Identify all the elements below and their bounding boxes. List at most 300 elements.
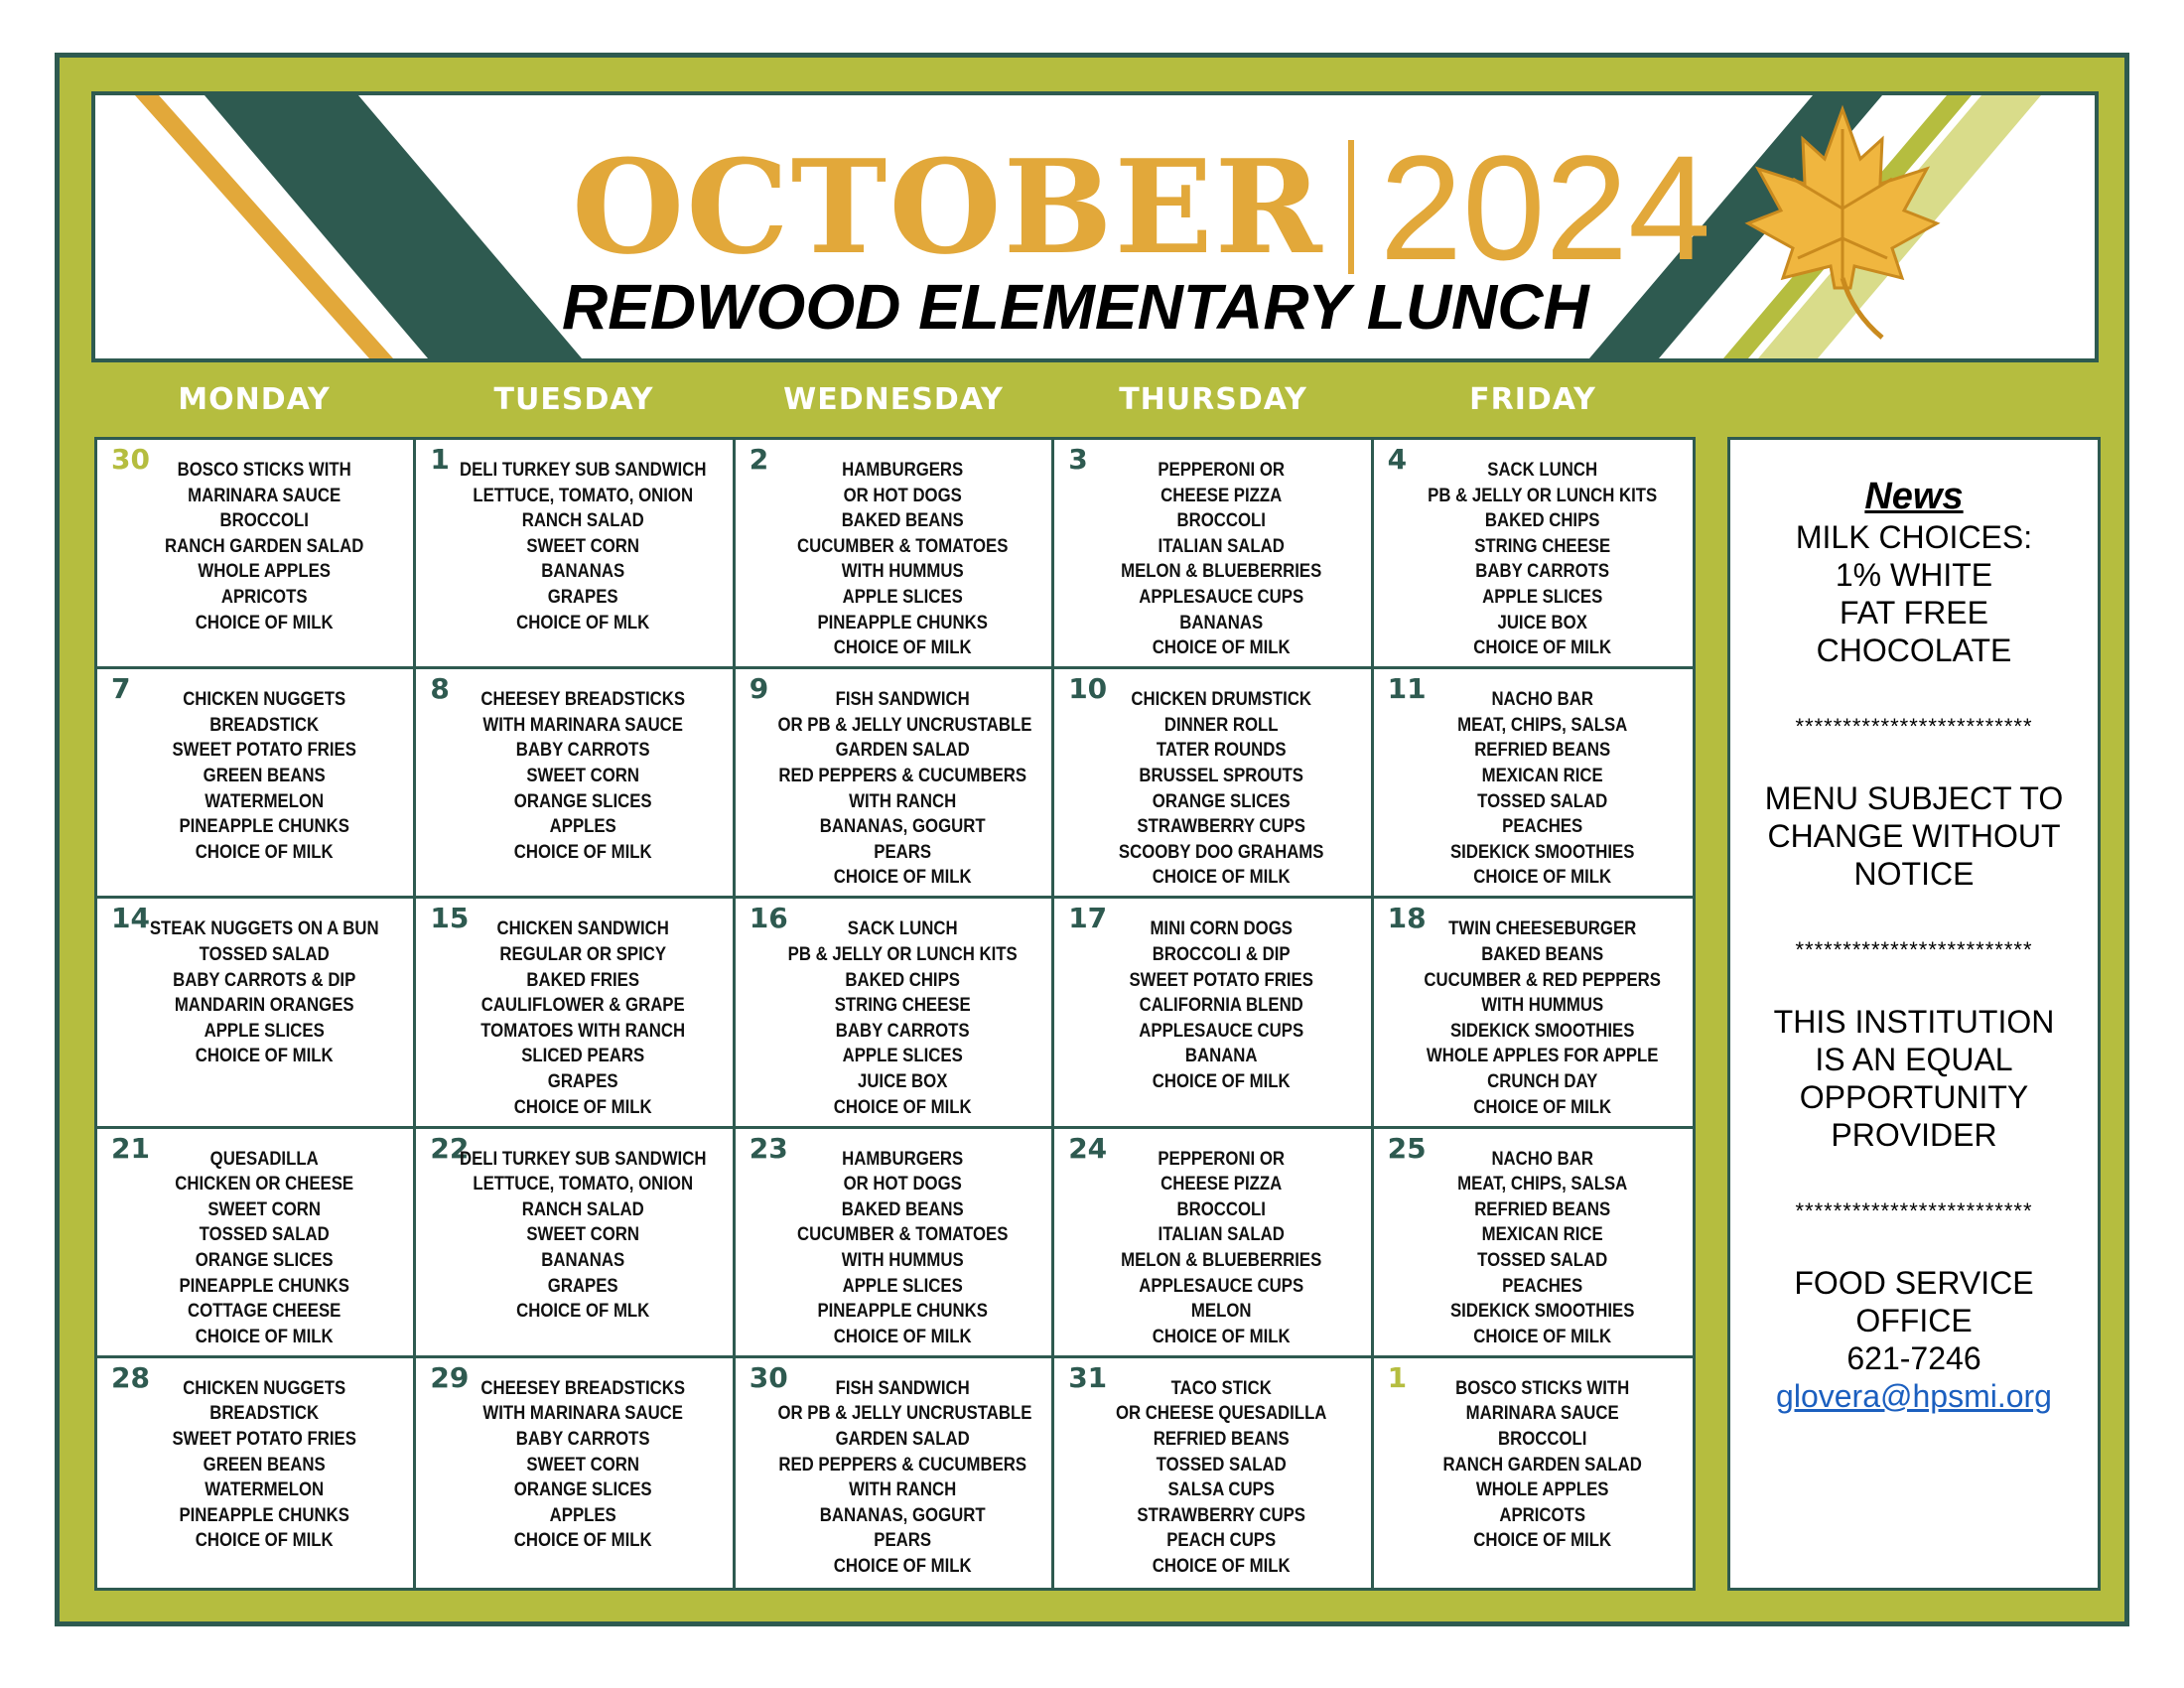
menu-item: CHOICE OF MLK	[516, 611, 650, 633]
menu-item: BOSCO STICKS WITH	[177, 459, 351, 481]
menu-item: CHOICE OF MILK	[1152, 866, 1291, 889]
menu-item: ORANGE SLICES	[514, 789, 653, 812]
menu-item: PEPPERONI OR	[1158, 1147, 1286, 1170]
menu-item: CHOICE OF MILK	[833, 1325, 972, 1347]
menu-item: WATERMELON	[205, 789, 325, 812]
menu-item: CHOICE OF MILK	[1472, 866, 1611, 889]
menu-item: SACK LUNCH	[1486, 459, 1597, 481]
news-line: CHOCOLATE	[1816, 633, 2012, 668]
menu-item: WATERMELON	[205, 1478, 325, 1501]
news-line: CHANGE WITHOUT	[1767, 818, 2061, 854]
menu-item: APPLE SLICES	[842, 1274, 963, 1297]
news-line: FAT FREE	[1840, 595, 1988, 631]
menu-item: TATER ROUNDS	[1157, 739, 1287, 762]
news-line: IS AN EQUAL	[1815, 1042, 2013, 1077]
menu-items	[1396, 458, 1689, 661]
calendar-grid	[94, 437, 1696, 1591]
menu-item: PEARS	[874, 840, 931, 863]
menu-item: WITH RANCH	[848, 1478, 957, 1501]
day-cell	[97, 440, 416, 669]
menu-item: CHOICE OF MILK	[833, 1554, 972, 1577]
menu-items	[1076, 458, 1366, 661]
menu-item: CHEESEY BREADSTICKS	[480, 1376, 686, 1399]
menu-item: BAKED BEANS	[841, 1197, 964, 1220]
menu-item: ITALIAN SALAD	[1158, 534, 1286, 557]
menu-item: BAKED BEANS	[841, 509, 964, 532]
menu-item: WITH HUMMUS	[1480, 994, 1603, 1017]
phone-number: 621-7246	[1846, 1340, 1981, 1376]
menu-item: NACHO BAR	[1491, 1147, 1593, 1170]
menu-item: LETTUCE, TOMATO, ONION	[473, 484, 694, 506]
menu-items	[1396, 687, 1689, 891]
menu-item: PB & JELLY OR LUNCH KITS	[787, 942, 1018, 965]
menu-item: MEXICAN RICE	[1481, 1223, 1603, 1246]
menu-items	[438, 1376, 728, 1554]
menu-item: FISH SANDWICH	[835, 688, 970, 711]
menu-item: GRAPES	[548, 1274, 619, 1297]
day-number: 16	[749, 902, 788, 935]
day-number: 29	[430, 1360, 470, 1394]
menu-items	[757, 1147, 1047, 1350]
day-cell	[416, 899, 735, 1128]
menu-item: APPLESAUCE CUPS	[1139, 1019, 1304, 1042]
menu-item: PINEAPPLE CHUNKS	[817, 1300, 988, 1323]
email-link[interactable]: glovera@hpsmi.org	[1776, 1378, 2052, 1414]
menu-item: BANANAS	[541, 560, 625, 583]
menu-item: CHOICE OF MILK	[1472, 1529, 1611, 1552]
menu-item: HAMBURGERS	[841, 1147, 964, 1170]
menu-item: SWEET CORN	[526, 764, 640, 786]
menu-item: BROCCOLI	[1176, 509, 1267, 532]
menu-item: MARINARA SAUCE	[1465, 1402, 1619, 1425]
menu-item: BABY CARROTS	[516, 739, 650, 762]
menu-item: REFRIED BEANS	[1153, 1427, 1290, 1450]
menu-item: CHOICE OF MILK	[833, 636, 972, 659]
menu-item: PEPPERONI OR	[1158, 459, 1286, 481]
news-title: News	[1864, 476, 1964, 517]
menu-item: CHOICE OF MILK	[195, 1325, 334, 1347]
menu-item: CHICKEN OR CHEESE	[175, 1173, 354, 1196]
day-number: 15	[430, 902, 470, 935]
menu-item: RANCH SALAD	[522, 1197, 645, 1220]
menu-item: WITH RANCH	[848, 789, 957, 812]
menu-item: SIDEKICK SMOOTHIES	[1449, 1019, 1635, 1042]
calendar-header	[91, 91, 2099, 362]
day-number: 4	[1387, 443, 1408, 476]
menu-item: CHOICE OF MILK	[1152, 1069, 1291, 1092]
menu-item: BAKED CHIPS	[1484, 509, 1600, 532]
day-cell	[1374, 1129, 1693, 1358]
menu-item: BROCCOLI	[1497, 1427, 1587, 1450]
menu-item: CHICKEN SANDWICH	[496, 917, 670, 940]
day-number: 31	[1068, 1360, 1108, 1394]
day-cell	[97, 899, 416, 1128]
day-number: 25	[1387, 1131, 1427, 1165]
menu-item: DINNER ROLL	[1164, 713, 1279, 736]
menu-item: OR HOT DOGS	[843, 1173, 962, 1196]
menu-item: BANANAS	[1179, 611, 1264, 633]
menu-items	[119, 458, 409, 635]
menu-item: ORANGE SLICES	[1152, 789, 1291, 812]
menu-item: ORANGE SLICES	[195, 1248, 334, 1271]
menu-item: WITH MARINARA SAUCE	[482, 713, 684, 736]
day-number: 9	[749, 672, 769, 706]
news-line: THIS INSTITUTION	[1773, 1004, 2055, 1040]
news-line: OFFICE	[1855, 1303, 1973, 1338]
menu-item: SIDEKICK SMOOTHIES	[1449, 840, 1635, 863]
menu-item: MEAT, CHIPS, SALSA	[1456, 713, 1627, 736]
menu-items	[119, 1376, 409, 1554]
menu-item: MELON & BLUEBERRIES	[1121, 1248, 1322, 1271]
menu-items	[1076, 1376, 1366, 1580]
menu-item: TOSSED SALAD	[1476, 1248, 1607, 1271]
menu-item: CHOICE OF MILK	[195, 840, 334, 863]
menu-item: BOSCO STICKS WITH	[1454, 1376, 1629, 1399]
menu-items	[1396, 1376, 1689, 1554]
day-number: 30	[111, 443, 150, 476]
menu-item: CHICKEN NUGGETS	[183, 1376, 346, 1399]
menu-item: CUCUMBER & TOMATOES	[796, 1223, 1009, 1246]
day-cell	[416, 1358, 735, 1588]
menu-item: CRUNCH DAY	[1486, 1069, 1597, 1092]
news-line: OPPORTUNITY	[1799, 1079, 2029, 1115]
weekday-headers	[94, 382, 1693, 422]
menu-item: APPLESAUCE CUPS	[1139, 585, 1304, 608]
menu-item: APPLES	[550, 1503, 617, 1526]
menu-item: OR PB & JELLY UNCRUSTABLE	[777, 713, 1032, 736]
menu-item: JUICE BOX	[857, 1069, 948, 1092]
day-cell	[416, 440, 735, 669]
news-line: PROVIDER	[1831, 1117, 1997, 1153]
menu-item: TACO STICK	[1170, 1376, 1273, 1399]
menu-item: OR PB & JELLY UNCRUSTABLE	[777, 1402, 1032, 1425]
menu-item: ITALIAN SALAD	[1158, 1223, 1286, 1246]
menu-item: RANCH SALAD	[522, 509, 645, 532]
menu-item: RANCH GARDEN SALAD	[1442, 1453, 1642, 1476]
day-cell	[416, 669, 735, 899]
menu-items	[1396, 916, 1689, 1120]
day-cell	[97, 669, 416, 899]
menu-item: CAULIFLOWER & GRAPE	[481, 994, 686, 1017]
menu-item: CHOICE OF MILK	[514, 1095, 652, 1118]
maple-leaf-icon	[1743, 99, 1942, 348]
menu-item: STRAWBERRY CUPS	[1137, 1503, 1306, 1526]
menu-item: LETTUCE, TOMATO, ONION	[473, 1173, 694, 1196]
menu-item: CHOICE OF MILK	[1152, 1554, 1291, 1577]
menu-item: SWEET CORN	[526, 534, 640, 557]
menu-item: PB & JELLY OR LUNCH KITS	[1427, 484, 1657, 506]
menu-item: PINEAPPLE CHUNKS	[179, 815, 349, 838]
menu-item: TOSSED SALAD	[199, 1223, 330, 1246]
menu-item: BABY CARROTS & DIP	[173, 968, 356, 991]
menu-item: PINEAPPLE CHUNKS	[179, 1274, 349, 1297]
menu-item: CHOICE OF MILK	[514, 1529, 652, 1552]
menu-item: BREADSTICK	[209, 713, 320, 736]
menu-item: CHOICE OF MILK	[833, 866, 972, 889]
food-service-contact	[1730, 1264, 2098, 1415]
menu-item: CHOICE OF MILK	[1472, 1325, 1611, 1347]
menu-item: GRAPES	[548, 1069, 619, 1092]
menu-item: STRING CHEESE	[834, 994, 971, 1017]
menu-item: BREADSTICK	[209, 1402, 320, 1425]
menu-items	[438, 916, 728, 1120]
news-line: NOTICE	[1853, 856, 1975, 892]
title-divider	[1348, 140, 1354, 274]
menu-item: BABY CARROTS	[1474, 560, 1609, 583]
menu-item: CHOICE OF MILK	[1152, 1325, 1291, 1347]
menu-item: MELON	[1191, 1300, 1252, 1323]
menu-item: BROCCOLI	[219, 509, 309, 532]
menu-item: SWEET POTATO FRIES	[172, 739, 356, 762]
menu-item: CHOICE OF MILK	[514, 840, 652, 863]
menu-item: BROCCOLI	[1176, 1197, 1267, 1220]
menu-change-notice	[1730, 779, 2098, 893]
menu-items	[757, 1376, 1047, 1580]
menu-item: TWIN CHEESEBURGER	[1447, 917, 1636, 940]
menu-item: BABY CARROTS	[835, 1019, 970, 1042]
menu-item: DELI TURKEY SUB SANDWICH	[460, 1147, 707, 1170]
day-cell	[1374, 669, 1693, 899]
menu-item: ORANGE SLICES	[514, 1478, 653, 1501]
weekday-monday: MONDAY	[178, 382, 331, 417]
news-line: 1% WHITE	[1835, 557, 1993, 593]
menu-item: CHOICE OF MILK	[833, 1095, 972, 1118]
menu-item: CHOICE OF MILK	[1472, 1095, 1611, 1118]
menu-item: GREEN BEANS	[203, 1453, 326, 1476]
menu-items	[1076, 687, 1366, 891]
day-cell	[1374, 440, 1693, 669]
menu-item: APRICOTS	[1498, 1503, 1585, 1526]
menu-item: MEXICAN RICE	[1481, 764, 1603, 786]
menu-item: SWEET POTATO FRIES	[172, 1427, 356, 1450]
menu-item: BANANAS	[541, 1248, 625, 1271]
news-line: MILK CHOICES:	[1795, 519, 2033, 555]
day-cell	[1054, 440, 1373, 669]
day-number: 17	[1068, 902, 1108, 935]
separator: *************************	[1795, 714, 2033, 739]
menu-item: TOSSED SALAD	[1156, 1453, 1287, 1476]
menu-item: REGULAR OR SPICY	[499, 942, 667, 965]
menu-items	[757, 916, 1047, 1120]
separator: *************************	[1795, 1198, 2033, 1223]
weekday-thursday: THURSDAY	[1119, 382, 1307, 417]
menu-item: SWEET CORN	[526, 1453, 640, 1476]
menu-item: MINI CORN DOGS	[1150, 917, 1294, 940]
menu-items	[119, 916, 409, 1069]
menu-item: SWEET CORN	[526, 1223, 640, 1246]
menu-item: SWEET CORN	[207, 1197, 322, 1220]
day-cell	[1374, 899, 1693, 1128]
day-number: 1	[430, 443, 450, 476]
menu-item: APPLE SLICES	[842, 585, 963, 608]
day-number: 10	[1068, 672, 1108, 706]
day-number: 24	[1068, 1131, 1108, 1165]
day-number: 3	[1068, 443, 1088, 476]
menu-item: JUICE BOX	[1497, 611, 1587, 633]
menu-item: BANANA	[1185, 1045, 1258, 1067]
menu-item: SALSA CUPS	[1167, 1478, 1276, 1501]
menu-item: GARDEN SALAD	[835, 739, 970, 762]
menu-item: CHOICE OF MILK	[1472, 636, 1611, 659]
menu-item: BAKED BEANS	[1480, 942, 1603, 965]
menu-item: REFRIED BEANS	[1473, 739, 1610, 762]
news-panel	[1727, 437, 2101, 1591]
menu-item: PEACHES	[1501, 1274, 1582, 1297]
menu-item: HAMBURGERS	[841, 459, 964, 481]
menu-item: MEAT, CHIPS, SALSA	[1456, 1173, 1627, 1196]
menu-item: BRUSSEL SPROUTS	[1139, 764, 1304, 786]
year-title: 2024	[1379, 123, 1711, 291]
menu-item: COTTAGE CHEESE	[188, 1300, 341, 1323]
menu-item: CHOICE OF MILK	[195, 611, 334, 633]
menu-item: PEACH CUPS	[1166, 1529, 1277, 1552]
menu-item: SACK LUNCH	[847, 917, 958, 940]
news-line: FOOD SERVICE	[1794, 1265, 2034, 1301]
menu-item: PINEAPPLE CHUNKS	[179, 1503, 349, 1526]
day-cell	[1054, 669, 1373, 899]
menu-item: FISH SANDWICH	[835, 1376, 970, 1399]
menu-item: APRICOTS	[220, 585, 308, 608]
day-number: 22	[430, 1131, 470, 1165]
day-number: 23	[749, 1131, 788, 1165]
menu-items	[438, 1147, 728, 1325]
news-line: MENU SUBJECT TO	[1764, 780, 2064, 816]
menu-item: WHOLE APPLES	[198, 560, 331, 583]
day-cell	[1054, 1358, 1373, 1588]
menu-item: WHOLE APPLES FOR APPLE	[1426, 1045, 1659, 1067]
menu-item: WITH HUMMUS	[841, 560, 964, 583]
menu-item: BANANAS, GOGURT	[819, 815, 986, 838]
menu-item: RED PEPPERS & CUCUMBERS	[778, 1453, 1026, 1476]
menu-item: TOSSED SALAD	[1476, 789, 1607, 812]
day-number: 21	[111, 1131, 150, 1165]
menu-items	[438, 458, 728, 635]
menu-item: NACHO BAR	[1491, 688, 1593, 711]
menu-items	[757, 458, 1047, 661]
separator: *************************	[1795, 937, 2033, 962]
menu-item: CHEESE PIZZA	[1160, 1173, 1283, 1196]
equal-opportunity-notice	[1730, 1003, 2098, 1154]
day-cell	[736, 669, 1054, 899]
day-number: 2	[749, 443, 769, 476]
day-number: 8	[430, 672, 450, 706]
menu-item: PEARS	[874, 1529, 931, 1552]
menu-items	[1396, 1147, 1689, 1350]
day-number: 7	[111, 672, 131, 706]
menu-items	[1076, 916, 1366, 1094]
menu-item: WHOLE APPLES	[1475, 1478, 1609, 1501]
menu-item: APPLES	[550, 815, 617, 838]
menu-item: GRAPES	[548, 585, 619, 608]
menu-item: APPLESAUCE CUPS	[1139, 1274, 1304, 1297]
month-title: OCTOBER	[572, 130, 1324, 283]
menu-items	[119, 687, 409, 865]
menu-item: APPLE SLICES	[204, 1019, 325, 1042]
menu-item: REFRIED BEANS	[1473, 1197, 1610, 1220]
menu-items	[438, 687, 728, 865]
menu-item: WITH HUMMUS	[841, 1248, 964, 1271]
weekday-tuesday: TUESDAY	[493, 382, 654, 417]
menu-item: CHOICE OF MLK	[516, 1300, 650, 1323]
menu-item: GREEN BEANS	[203, 764, 326, 786]
menu-item: BAKED FRIES	[526, 968, 640, 991]
menu-item: GARDEN SALAD	[835, 1427, 970, 1450]
day-number: 28	[111, 1360, 150, 1394]
menu-item: BROCCOLI & DIP	[1152, 942, 1291, 965]
day-cell	[1054, 1129, 1373, 1358]
menu-item: BANANAS, GOGURT	[819, 1503, 986, 1526]
menu-item: MANDARIN ORANGES	[174, 994, 354, 1017]
day-cell	[736, 899, 1054, 1128]
menu-item: OR HOT DOGS	[843, 484, 962, 506]
day-cell	[97, 1358, 416, 1588]
menu-item: SLICED PEARS	[521, 1045, 645, 1067]
title-line	[572, 123, 1711, 291]
menu-item: TOSSED SALAD	[199, 942, 330, 965]
day-cell	[736, 1358, 1054, 1588]
menu-item: CALIFORNIA BLEND	[1139, 994, 1303, 1017]
menu-items	[757, 687, 1047, 891]
menu-item: OR CHEESE QUESADILLA	[1116, 1402, 1327, 1425]
menu-item: SWEET POTATO FRIES	[1129, 968, 1314, 991]
day-cell	[736, 440, 1054, 669]
menu-item: DELI TURKEY SUB SANDWICH	[460, 459, 707, 481]
menu-item: APPLE SLICES	[842, 1045, 963, 1067]
menu-item: CHICKEN DRUMSTICK	[1131, 688, 1312, 711]
menu-item: STRAWBERRY CUPS	[1137, 815, 1306, 838]
day-cell	[1374, 1358, 1693, 1588]
menu-item: WITH MARINARA SAUCE	[482, 1402, 684, 1425]
menu-item: PINEAPPLE CHUNKS	[817, 611, 988, 633]
menu-item: CHICKEN NUGGETS	[183, 688, 346, 711]
menu-item: RED PEPPERS & CUCUMBERS	[778, 764, 1026, 786]
menu-item: CHOICE OF MILK	[195, 1045, 334, 1067]
menu-item: MELON & BLUEBERRIES	[1121, 560, 1322, 583]
menu-item: CHEESE PIZZA	[1160, 484, 1283, 506]
day-number: 1	[1387, 1360, 1408, 1394]
menu-item: QUESADILLA	[209, 1147, 319, 1170]
weekday-friday: FRIDAY	[1469, 382, 1596, 417]
menu-item: CHOICE OF MILK	[1152, 636, 1291, 659]
menu-item: SCOOBY DOO GRAHAMS	[1119, 840, 1324, 863]
menu-item: CHEESEY BREADSTICKS	[480, 688, 686, 711]
menu-item: BABY CARROTS	[516, 1427, 650, 1450]
day-number: 30	[749, 1360, 788, 1394]
weekday-wednesday: WEDNESDAY	[783, 382, 1004, 417]
day-number: 18	[1387, 902, 1427, 935]
menu-item: SIDEKICK SMOOTHIES	[1449, 1300, 1635, 1323]
day-cell	[416, 1129, 735, 1358]
menu-item: CUCUMBER & RED PEPPERS	[1424, 968, 1661, 991]
menu-items	[119, 1147, 409, 1350]
day-number: 14	[111, 902, 150, 935]
menu-item: BAKED CHIPS	[845, 968, 960, 991]
menu-item: CHOICE OF MILK	[195, 1529, 334, 1552]
menu-item: PEACHES	[1501, 815, 1582, 838]
menu-item: CUCUMBER & TOMATOES	[796, 534, 1009, 557]
milk-choices	[1730, 518, 2098, 669]
school-title: REDWOOD ELEMENTARY LUNCH	[562, 271, 1589, 343]
menu-item: APPLE SLICES	[1481, 585, 1602, 608]
menu-item: RANCH GARDEN SALAD	[165, 534, 364, 557]
day-cell	[736, 1129, 1054, 1358]
menu-item: TOMATOES WITH RANCH	[480, 1019, 686, 1042]
menu-items	[1076, 1147, 1366, 1350]
day-number: 11	[1387, 672, 1427, 706]
day-cell	[1054, 899, 1373, 1128]
menu-item: STEAK NUGGETS ON A BUN	[149, 917, 379, 940]
day-cell	[97, 1129, 416, 1358]
